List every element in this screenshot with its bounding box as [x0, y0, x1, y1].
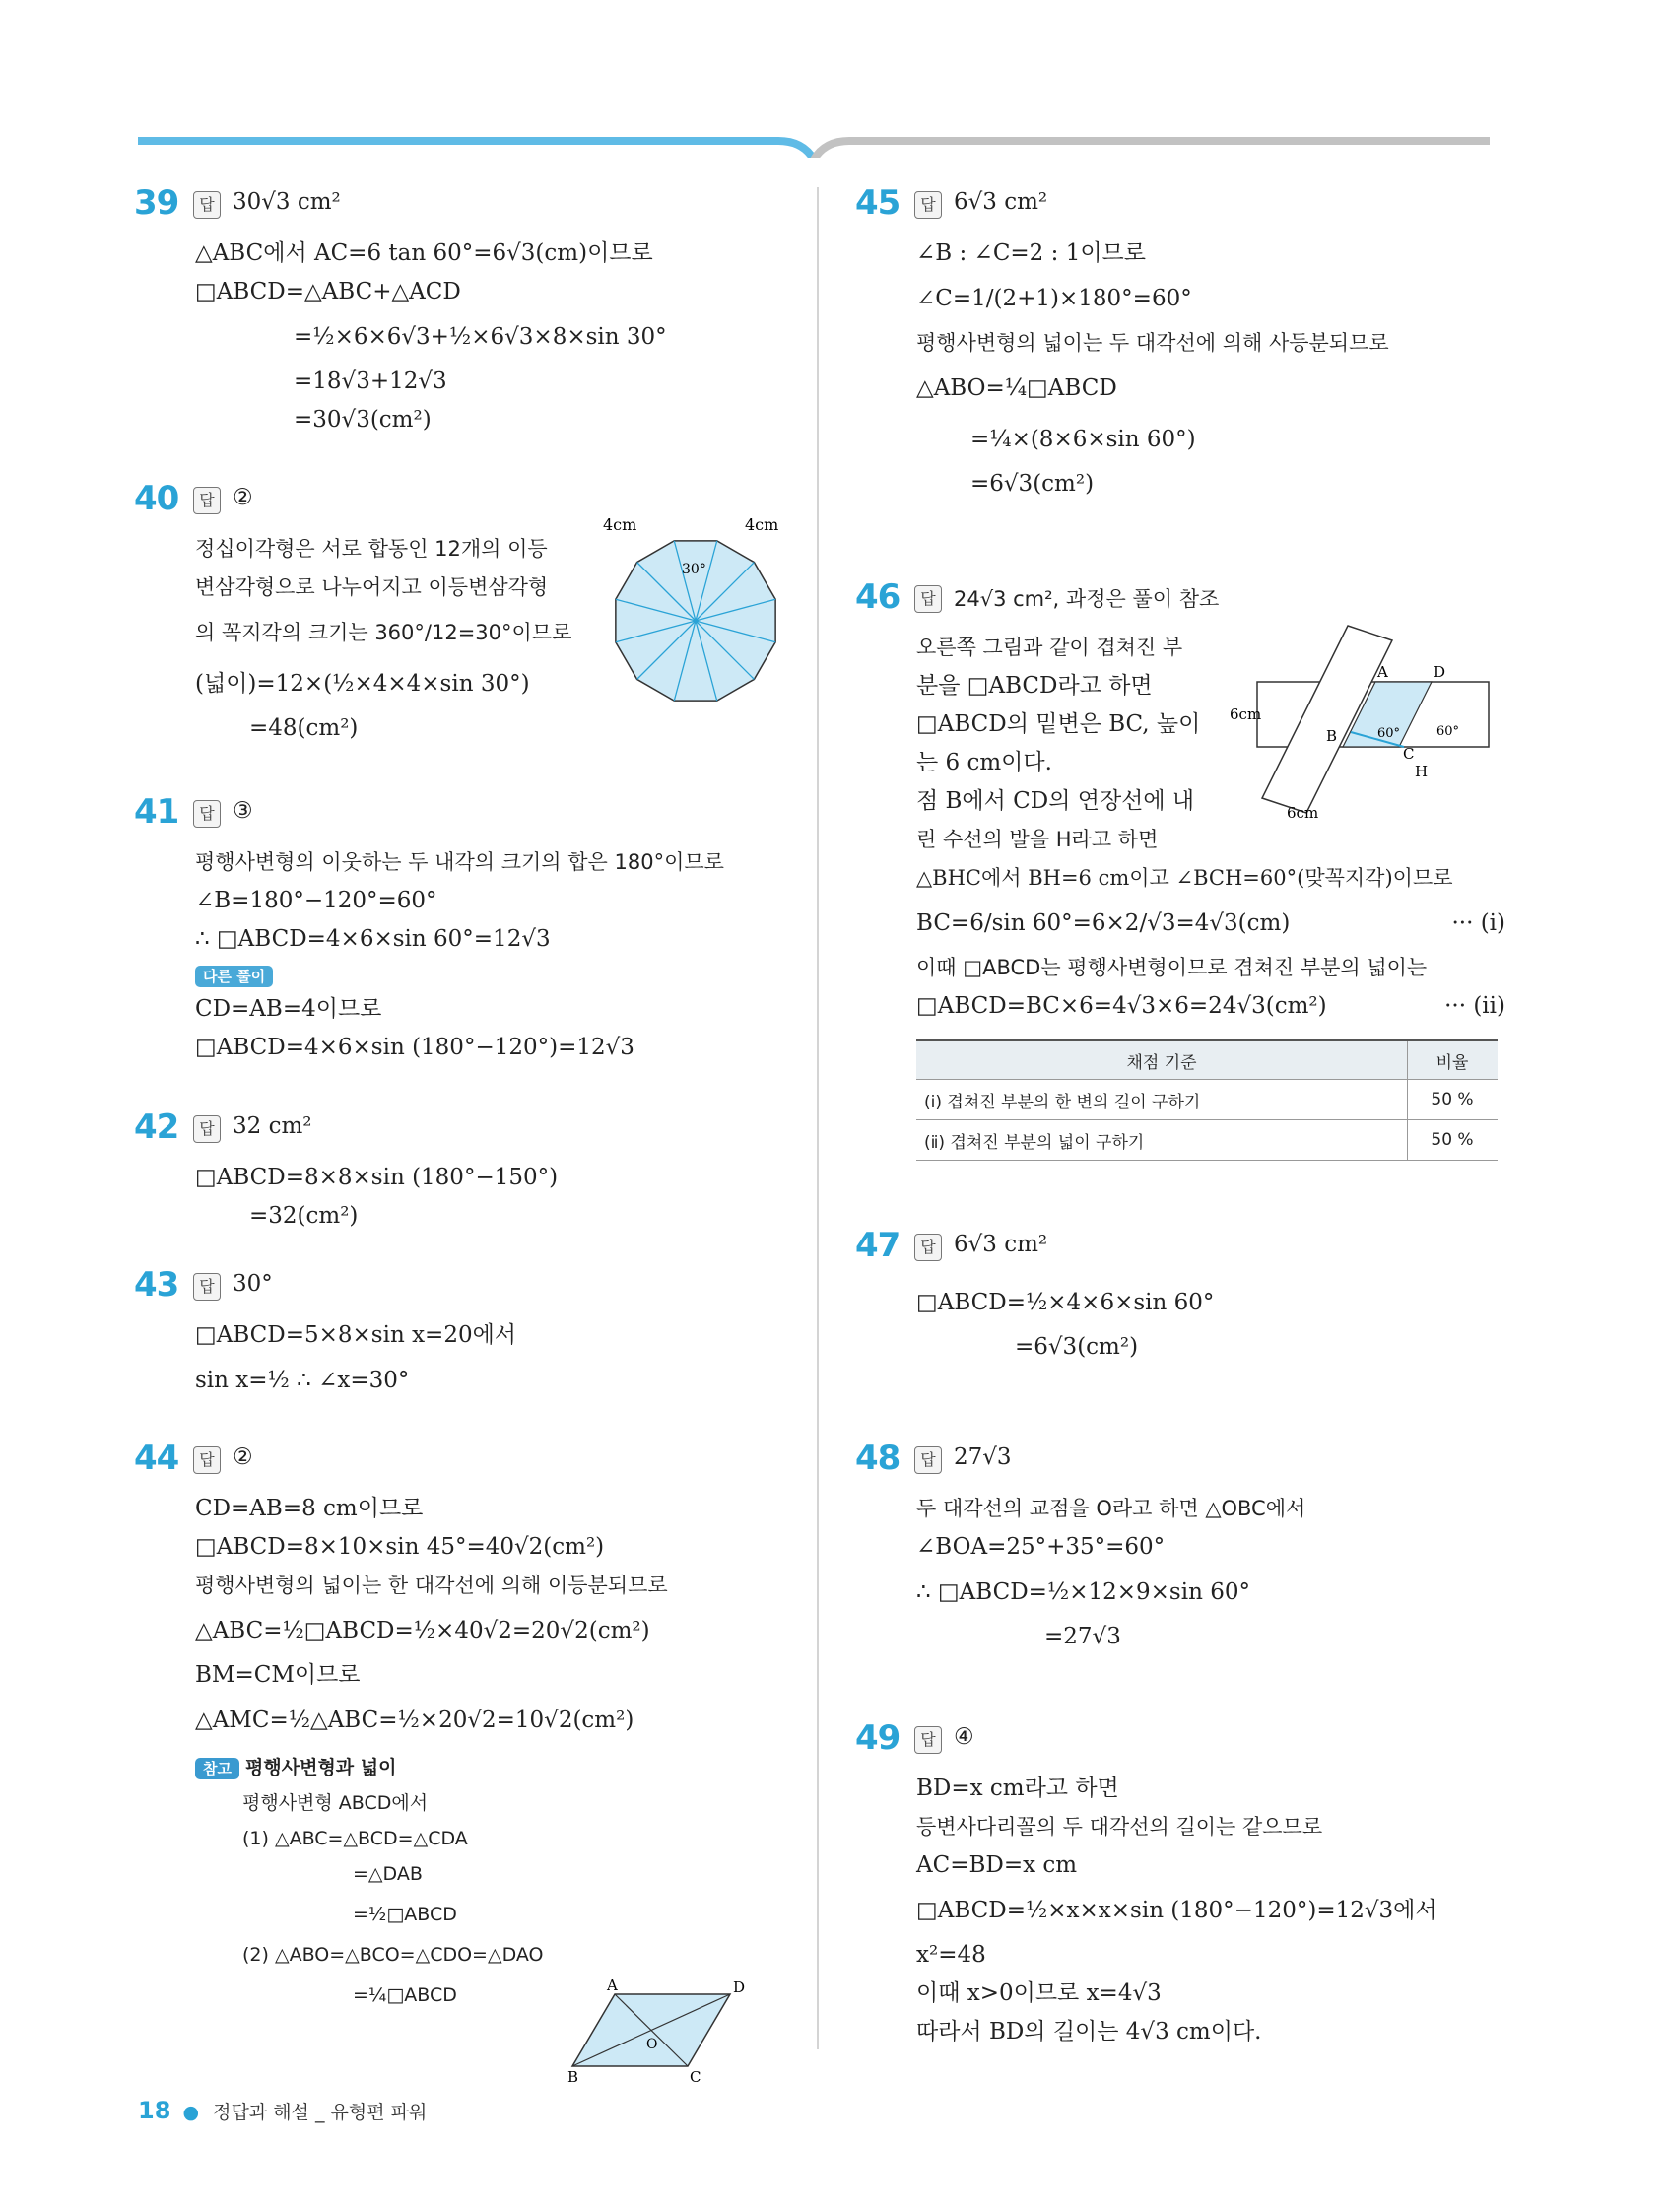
problem-number: 43: [134, 1265, 179, 1305]
overlap-strips-figure: [1230, 621, 1496, 828]
answer-badge: 답: [914, 1446, 942, 1474]
solution-line: ∴ □ABCD=½×12×9×sin 60°: [916, 1579, 1250, 1605]
problem-number: 41: [134, 792, 179, 832]
solution-line: CD=AB=4이므로: [195, 996, 382, 1022]
parallelogram-figure: [567, 1979, 755, 2088]
solution-line: CD=AB=8 cm이므로: [195, 1496, 424, 1521]
answer-text: ④: [954, 1724, 974, 1750]
solution: [195, 843, 814, 1067]
vertex-label: B: [567, 2068, 579, 2086]
solution-line: sin x=½ ∴ ∠x=30°: [195, 1368, 410, 1393]
solution-line: □ABCD=BC×6=4√3×6=24√3(cm²): [916, 993, 1327, 1019]
alt-solution-tag: 다른 풀이: [195, 966, 273, 987]
reference-box: [195, 1750, 814, 1785]
solution-line: =6√3(cm²): [1015, 1334, 1139, 1360]
solution-line: □ABCD=5×8×sin x=20에서: [195, 1322, 517, 1348]
answer-text: 32 cm²: [233, 1113, 312, 1139]
vertex-label: C: [1403, 745, 1415, 763]
solution-line: 평행사변형의 이웃하는 두 내각의 크기의 합은 180°이므로: [195, 850, 724, 874]
header-decoration: [0, 0, 1668, 158]
solution-line: =30√3(cm²): [294, 407, 432, 433]
solution-line: BD=x cm라고 하면: [916, 1776, 1119, 1801]
solution: [916, 1770, 1505, 2051]
problem-number: 48: [855, 1439, 901, 1478]
reference-line: =△DAB: [353, 1863, 423, 1885]
problem-number: 44: [134, 1439, 179, 1478]
answer-badge: 답: [193, 487, 221, 514]
vertex-label: A: [1377, 663, 1388, 681]
solution-line: =18√3+12√3: [294, 369, 447, 394]
answer-text: ②: [233, 1444, 253, 1470]
solution-line: ∠B=180°−120°=60°: [195, 888, 437, 913]
answer-text: 27√3: [954, 1444, 1012, 1470]
table-cell: (ⅰ) 겹쳐진 부분의 한 변의 길이 구하기: [916, 1080, 1408, 1120]
solution-line: BM=CM이므로: [195, 1662, 361, 1688]
solution-line: ∠BOA=25°+35°=60°: [916, 1534, 1166, 1560]
side-label: 4cm: [603, 515, 637, 534]
solution-line: =½×6×6√3+½×6√3×8×sin 30°: [294, 324, 667, 350]
solution-line: 변삼각형으로 나누어지고 이등변삼각형: [195, 575, 549, 599]
solution-line: 오른쪽 그림과 같이 겹쳐진 부: [916, 636, 1183, 659]
page-number: 18: [138, 2097, 171, 2124]
answer-badge: 답: [193, 1115, 221, 1143]
table-header: 채점 기준: [916, 1040, 1408, 1080]
answer-text: 6√3 cm²: [954, 189, 1048, 215]
length-label: 6cm: [1287, 804, 1319, 822]
vertex-label: D: [1434, 663, 1446, 681]
bullet-icon: ●: [182, 2102, 200, 2123]
reference-line: =½□ABCD: [353, 1904, 457, 1925]
answer-badge: 답: [193, 800, 221, 828]
answer-badge: 답: [193, 191, 221, 219]
solution: [916, 235, 1505, 503]
solution: [916, 1277, 1505, 1367]
solution-line: □ABCD=½×x×x×sin (180°−120°)=12√3에서: [916, 1898, 1437, 1923]
table-row: [916, 1120, 1498, 1161]
solution-line: BC=6/sin 60°=6×2/√3=4√3(cm): [916, 910, 1291, 936]
vertex-label: B: [1326, 727, 1338, 745]
solution-line: 는 6 cm이다.: [916, 750, 1052, 775]
problem-number: 40: [134, 479, 179, 518]
solution-line: □ABCD의 밑변은 BC, 높이: [916, 711, 1201, 737]
vertex-label: O: [646, 2037, 658, 2052]
answer-badge: 답: [914, 1726, 942, 1754]
solution-line: □ABCD=½×4×6×sin 60°: [916, 1290, 1215, 1315]
angle-label: 30°: [682, 562, 706, 577]
angle-label: 60°: [1377, 726, 1401, 741]
answer-text: 6√3 cm²: [954, 1232, 1048, 1257]
problem-number: 42: [134, 1107, 179, 1147]
solution-line: 이때 □ABCD는 평행사변형이므로 겹쳐진 부분의 넓이는: [916, 956, 1428, 979]
solution-line: △ABC=½□ABCD=½×40√2=20√2(cm²): [195, 1618, 650, 1643]
answer-badge: 답: [914, 1234, 942, 1261]
answer-text: ②: [233, 485, 253, 510]
page-footer: [138, 2097, 427, 2124]
solution-line: (넓이)=12×(½×4×4×sin 30°): [195, 671, 530, 697]
answer-text: ③: [233, 798, 253, 824]
solution-line: =48(cm²): [249, 715, 359, 741]
table-row: [916, 1080, 1498, 1120]
solution-line: □ABCD=4×6×sin (180°−120°)=12√3: [195, 1035, 634, 1060]
reference-title: 평행사변형과 넓이: [245, 1757, 397, 1778]
vertex-label: H: [1415, 763, 1429, 780]
angle-label: 60°: [1436, 724, 1460, 739]
reference-line: =¼□ABCD: [353, 1984, 457, 2006]
solution-line: 의 꼭지각의 크기는 360°/12=30°이므로: [195, 621, 572, 644]
solution: [195, 1316, 814, 1406]
vertex-label: A: [607, 1979, 618, 1994]
solution-line: =6√3(cm²): [970, 471, 1095, 497]
solution-line: 두 대각선의 교점을 O라고 하면 △OBC에서: [916, 1497, 1306, 1520]
table-cell: 50 %: [1408, 1120, 1499, 1161]
answer-text: 24√3 cm², 과정은 풀이 참조: [954, 587, 1220, 611]
solution-line: 린 수선의 발을 H라고 하면: [916, 828, 1159, 851]
footer-text: 정답과 해설 _ 유형편 파워: [213, 2102, 428, 2123]
solution-line: 정십이각형은 서로 합동인 12개의 이등: [195, 537, 548, 561]
solution-line: 등변사다리꼴의 두 대각선의 길이는 같으므로: [916, 1815, 1323, 1839]
solution-line: 따라서 BD의 길이는 4√3 cm이다.: [916, 2019, 1262, 2044]
length-label: 6cm: [1230, 705, 1262, 723]
solution-line: =27√3: [1044, 1624, 1121, 1649]
solution-line: 점 B에서 CD의 연장선에 내: [916, 788, 1195, 814]
solution-line: ∠B : ∠C=2 : 1이므로: [916, 240, 1146, 266]
solution-line: ∴ □ABCD=4×6×sin 60°=12√3: [195, 926, 551, 952]
solution-line: □ABCD=8×10×sin 45°=40√2(cm²): [195, 1534, 605, 1560]
problem-number: 46: [855, 577, 901, 617]
table-header: 비율: [1408, 1040, 1499, 1080]
solution: [916, 1490, 1505, 1656]
answer-badge: 답: [914, 191, 942, 219]
solution-line: =32(cm²): [249, 1203, 359, 1229]
column-divider: [817, 187, 819, 2049]
reference-line: (1) △ABC=△BCD=△CDA: [242, 1828, 468, 1849]
solution-line: x²=48: [916, 1942, 986, 1968]
solution-line: 이때 x>0이므로 x=4√3: [916, 1980, 1162, 2006]
table-header-row: [916, 1040, 1498, 1080]
vertex-label: C: [690, 2068, 701, 2086]
answer-badge: 답: [193, 1446, 221, 1474]
solution-line: 평행사변형의 넓이는 두 대각선에 의해 사등분되므로: [916, 331, 1389, 355]
table-cell: 50 %: [1408, 1080, 1499, 1120]
solution: [195, 1490, 814, 2018]
solution-line: △BHC에서 BH=6 cm이고 ∠BCH=60°(맞꼭지각)이므로: [916, 866, 1453, 890]
reference-tag: 참고: [195, 1758, 239, 1779]
problem-number: 47: [855, 1226, 901, 1265]
solution: [195, 1159, 814, 1236]
solution-line: △AMC=½△ABC=½×20√2=10√2(cm²): [195, 1708, 634, 1733]
solution-line: =¼×(8×6×sin 60°): [970, 427, 1196, 452]
problem-number: 45: [855, 183, 901, 223]
answer-text: 30°: [233, 1271, 273, 1297]
problem-number: 49: [855, 1718, 901, 1758]
dodecagon-figure: [597, 512, 794, 709]
solution-line: 분을 □ABCD라고 하면: [916, 673, 1153, 699]
reference-line: 평행사변형 ABCD에서: [242, 1792, 429, 1814]
vertex-label: D: [733, 1979, 746, 1996]
solution-line: □ABCD=△ABC+△ACD: [195, 279, 461, 304]
step-mark: ··· (ⅰ): [1451, 910, 1505, 936]
solution-line: AC=BD=x cm: [916, 1852, 1078, 1878]
solution-line: △ABC에서 AC=6 tan 60°=6√3(cm)이므로: [195, 240, 653, 266]
answer-text: 30√3 cm²: [233, 189, 341, 215]
answer-badge: 답: [193, 1273, 221, 1301]
answer-badge: 답: [914, 585, 942, 613]
solution-line: □ABCD=8×8×sin (180°−150°): [195, 1165, 559, 1190]
step-mark: ··· (ⅱ): [1444, 993, 1505, 1019]
solution: [195, 235, 814, 439]
table-cell: (ⅱ) 겹쳐진 부분의 넓이 구하기: [916, 1120, 1408, 1161]
reference-line: (2) △ABO=△BCO=△CDO=△DAO: [242, 1944, 544, 1966]
problem-number: 39: [134, 183, 179, 223]
solution-line: △ABO=¼□ABCD: [916, 375, 1117, 401]
scoring-table: [916, 1039, 1498, 1161]
solution-line: ∠C=1/(2+1)×180°=60°: [916, 286, 1192, 311]
side-label: 4cm: [745, 515, 779, 534]
solution-line: 평행사변형의 넓이는 한 대각선에 의해 이등분되므로: [195, 1574, 668, 1597]
